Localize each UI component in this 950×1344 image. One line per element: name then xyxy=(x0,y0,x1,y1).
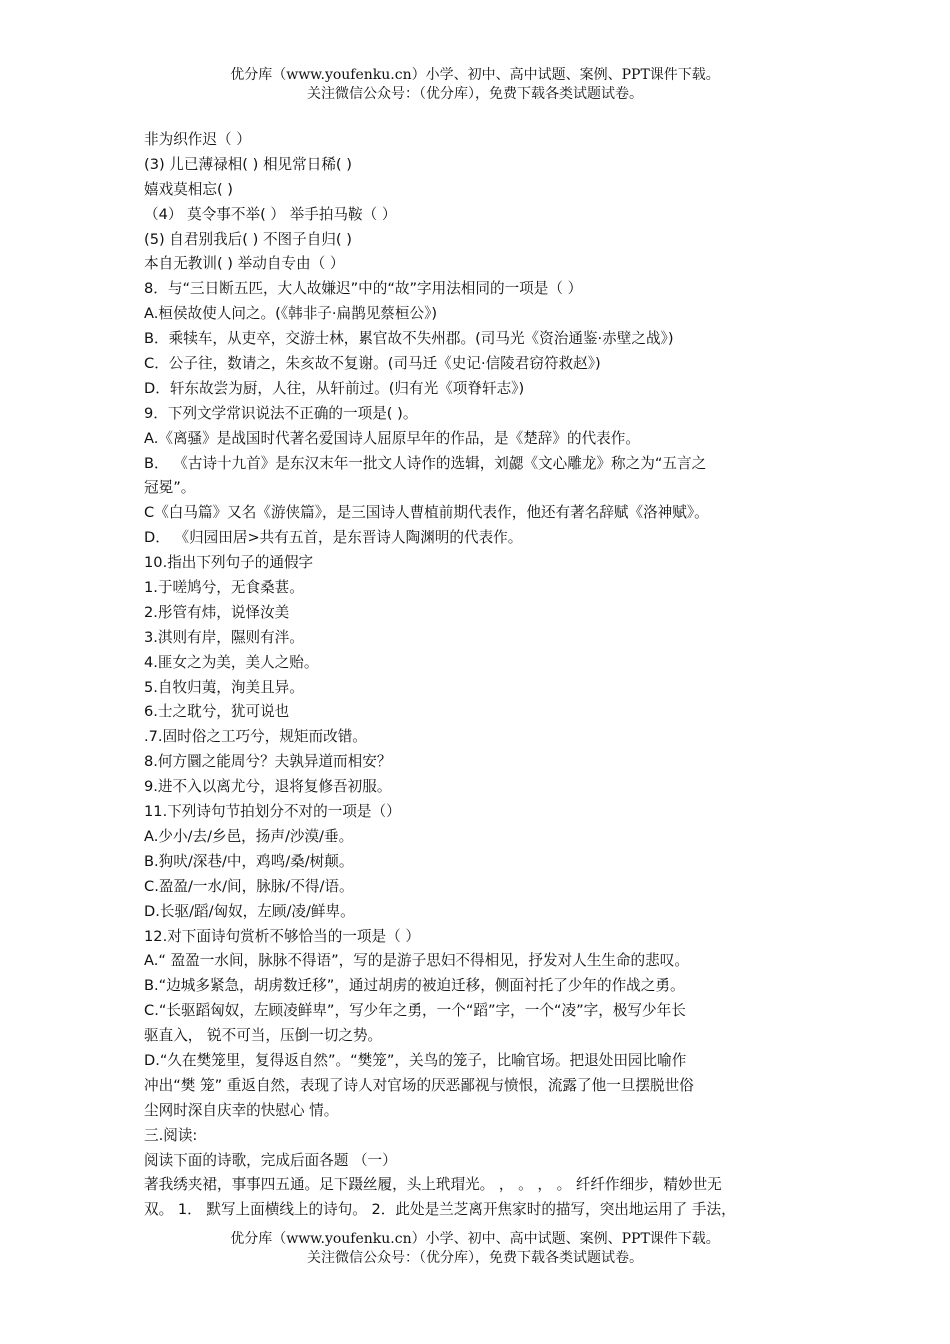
text-line: D．轩东故尝为厨，人往，从轩前过。(归有光《项脊轩志》) xyxy=(144,379,525,397)
footer-line-1: 优分库（www.youfenku.cn）小学、初中、高中试题、案例、PPT课件下载。 xyxy=(230,1231,720,1247)
text-line: 12.对下面诗句赏析不够恰当的一项是（ ） xyxy=(144,927,420,945)
text-line: 1.于嗟鸠兮，无食桑葚。 xyxy=(144,579,304,597)
text-line: 双。 1． 默写上面横线上的诗句。 2．此处是兰芝离开焦家时的描写，突出地运用了 手法， xyxy=(144,1201,736,1219)
text-line: 著我绣夹裙，事事四五通。足下蹑丝履，头上玳瑁光。 ， 。 ， 。 纤纤作细步，精妙世无 xyxy=(144,1176,722,1194)
text-line: 9.进不入以离尤兮，退将复修吾初服。 xyxy=(144,778,392,796)
text-line: B．乘犊车，从吏卒，交游士林，累官故不失州郡。(司马光《资治通鉴·赤壁之战》) xyxy=(144,330,674,348)
text-line: 嬉戏莫相忘( ) xyxy=(144,180,233,198)
text-line: (5) 自君别我后( ) 不图子自归( ) xyxy=(144,230,352,248)
document-body xyxy=(144,128,824,1223)
text-line: .7.固时俗之工巧兮，规矩而改错。 xyxy=(144,728,367,746)
text-line: 驱直入， 锐不可当，压倒一切之势。 xyxy=(144,1027,383,1045)
text-line: D． 《归园田居>共有五首，是东晋诗人陶渊明的代表作。 xyxy=(144,529,523,547)
text-line: （4） 莫令事不举( ） 举手拍马鞍（ ） xyxy=(144,205,397,223)
text-line: A.桓侯故使人问之。(《韩非子·扁鹊见蔡桓公》) xyxy=(144,305,438,323)
text-line: D.“久在樊笼里，复得返自然”。“樊笼”，关鸟的笼子，比喻官场。把退处田园比喻作 xyxy=(144,1051,687,1069)
text-line: 冲出“樊 笼” 重返自然，表现了诗人对官场的厌恶鄙视与愤恨，流露了他一旦摆脱世俗 xyxy=(144,1076,694,1094)
text-line: 5.自牧归荑，洵美且异。 xyxy=(144,678,304,696)
footer-line-2: 关注微信公众号：（优分库），免费下载各类试题试卷。 xyxy=(307,1250,643,1266)
text-line: C《白马篇》又名《游侠篇》，是三国诗人曹植前期代表作，他还有著名辞赋《洛神赋》。 xyxy=(144,504,709,522)
text-line: A.“ 盈盈一水间，脉脉不得语”，写的是游子思妇不得相见，抒发对人生生命的悲叹。 xyxy=(144,952,689,970)
text-line: 10.指出下列句子的通假字 xyxy=(144,554,314,572)
text-line: 11.下列诗句节拍划分不对的一项是（） xyxy=(144,803,401,821)
text-line: 阅读下面的诗歌，完成后面各题 （一） xyxy=(144,1151,397,1169)
text-line: 9．下列文学常识说法不正确的一项是( )。 xyxy=(144,404,418,422)
page-footer xyxy=(0,1230,950,1268)
text-line: 3.淇则有岸，隰则有泮。 xyxy=(144,628,304,646)
text-line: 2.彤管有炜，说怿汝美 xyxy=(144,603,290,621)
text-line: C.“长驱蹈匈奴，左顾凌鲜卑”，写少年之勇，一个“蹈”字，一个“凌”字，极写少年长 xyxy=(144,1002,686,1020)
text-line: B． 《古诗十九首》是东汉末年一批文人诗作的选辑，刘勰《文心雕龙》称之为“五言之 xyxy=(144,454,707,472)
text-line: 6.士之耽兮，犹可说也 xyxy=(144,703,290,721)
text-line: 8．与“三日断五匹，大人故嫌迟”中的“故”字用法相同的一项是（ ） xyxy=(144,280,583,298)
text-line: 冠冕”。 xyxy=(144,479,196,497)
text-line: 非为织作迟（ ） xyxy=(144,131,251,148)
text-line: 4.匪女之为美，美人之贻。 xyxy=(144,653,319,671)
text-line: 三.阅读: xyxy=(144,1126,198,1144)
text-line: 尘网时深自庆幸的快慰心 情。 xyxy=(144,1101,339,1119)
text-line: A.少小/去/乡邑，扬声/沙漠/垂。 xyxy=(144,827,354,845)
header-line-2: 关注微信公众号：（优分库），免费下载各类试题试卷。 xyxy=(307,86,643,102)
text-line: B.狗吠/深巷/中，鸡鸣/桑/树颠。 xyxy=(144,852,354,870)
text-line: A.《离骚》是战国时代著名爱国诗人屈原早年的作品，是《楚辞》的代表作。 xyxy=(144,429,640,447)
text-line: C.盈盈/一水/间，脉脉/不得/语。 xyxy=(144,877,354,895)
text-line: C．公子往，数请之，朱亥故不复谢。(司马迁《史记·信陵君窃符救赵》) xyxy=(144,355,601,373)
header-line-1: 优分库（www.youfenku.cn）小学、初中、高中试题、案例、PPT课件下载。 xyxy=(230,67,720,83)
text-line: B.“边城多紧急，胡虏数迁移”，通过胡虏的被迫迁移，侧面衬托了少年的作战之勇。 xyxy=(144,977,685,995)
page-header xyxy=(0,66,950,104)
text-line: 本自无教训( ) 举动自专由（ ） xyxy=(144,255,345,273)
text-line: D.长驱/蹈/匈奴，左顾/凌/鲜卑。 xyxy=(144,902,355,920)
text-line: 8.何方圜之能周兮？夫孰异道而相安？ xyxy=(144,753,392,771)
text-line: (3) 儿已薄禄相( ) 相见常日稀( ) xyxy=(144,155,352,173)
